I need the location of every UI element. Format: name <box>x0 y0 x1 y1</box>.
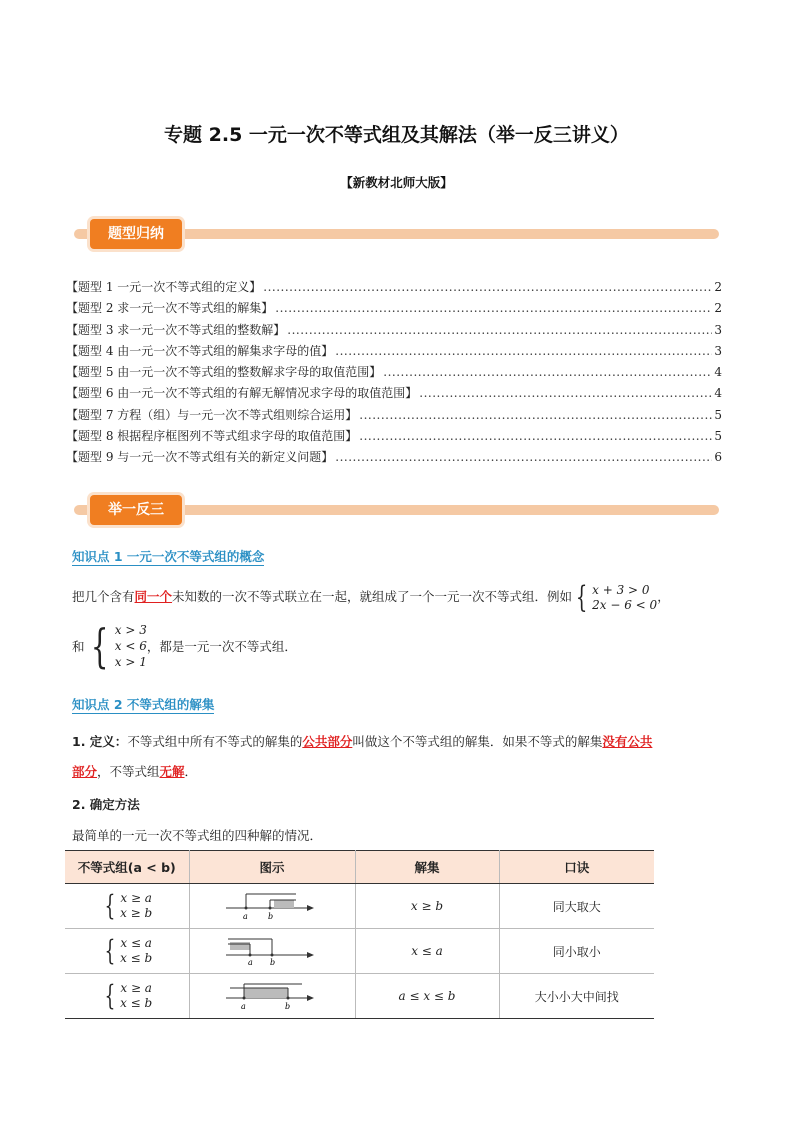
column-header: 解集 <box>355 851 499 884</box>
solution-cell: a ≤ x ≤ b <box>355 974 499 1019</box>
column-header: 不等式组(a < b) <box>65 851 189 884</box>
kp1-paragraph-1: 把几个含有同一个未知数的一次不等式联立在一起，就组成了一个一元一次不等式组．例如 { x + 3 > 0 2x − 6 < 0 ， <box>72 579 670 615</box>
rhyme-cell: 同大取大 <box>499 884 654 929</box>
number-line-diagram <box>189 884 355 929</box>
number-line-graph <box>222 888 322 922</box>
inequality-system-cell: { x ≥ a x ≥ b <box>65 884 189 929</box>
svg-text:b: b <box>268 911 274 921</box>
rhyme-cell: 大小小大中间找 <box>499 974 654 1019</box>
section-banner-examples: 举一反三 <box>90 495 182 525</box>
table-row <box>65 974 654 1019</box>
toc-item[interactable]: 【题型 1 一元一次不等式组的定义】 ..... 2 <box>66 277 722 298</box>
knowledge-point-2-heading: 知识点 2 不等式组的解集 <box>72 697 215 712</box>
page-title: 专题 2.5 一元一次不等式组及其解法（举一反三讲义） <box>164 124 629 146</box>
solution-cases-table <box>65 850 654 1019</box>
example-system-2: { x > 3 x < 6 x > 1 <box>90 619 147 673</box>
toc-item[interactable]: 【题型 2 求一元一次不等式组的解集】 ..... 2 <box>66 298 722 319</box>
table-row <box>65 929 654 974</box>
number-line-graph <box>222 933 322 967</box>
inequality-system-cell: { x ≥ a x ≤ b <box>65 974 189 1019</box>
inequality-system-cell: { x ≤ a x ≤ b <box>65 929 189 974</box>
kp2-definition: 1. 定义：不等式组中所有不等式的解集的公共部分叫做这个不等式组的解集．如果不等式的解集没有公共 部分，不等式组无解． <box>72 734 653 779</box>
svg-text:a: a <box>241 1001 246 1011</box>
svg-text:a: a <box>243 911 248 921</box>
toc-item[interactable]: 【题型 8 根据程序框图列不等式组求字母的取值范围】 ..... 5 <box>66 426 722 447</box>
number-line-diagram <box>189 929 355 974</box>
toc-item[interactable]: 【题型 7 方程（组）与一元一次不等式组则综合运用】 ..... 5 <box>66 405 722 426</box>
method-intro: 最简单的一元一次不等式组的四种解的情况． <box>72 828 323 843</box>
kp1-paragraph-2: 和 { x > 3 x < 6 x > 1 ，都是一元一次不等式组． <box>72 619 297 673</box>
svg-text:a: a <box>248 957 253 967</box>
column-header: 图示 <box>189 851 355 884</box>
solution-cell: x ≥ b <box>355 884 499 929</box>
toc-item[interactable]: 【题型 4 由一元一次不等式组的解集求字母的值】 ..... 3 <box>66 341 722 362</box>
number-line-diagram <box>189 974 355 1019</box>
section-banner-question-types: 题型归纳 <box>90 219 182 249</box>
table-header-row <box>65 851 654 884</box>
example-system-1: { x + 3 > 0 2x − 6 < 0 <box>575 579 658 615</box>
edition-subtitle: 【新教材北师大版】 <box>340 175 453 190</box>
toc-item[interactable]: 【题型 5 由一元一次不等式组的整数解求字母的取值范围】 ..... 4 <box>66 362 722 383</box>
method-heading: 2. 确定方法 <box>72 797 140 812</box>
table-of-contents <box>66 277 722 469</box>
table-row <box>65 884 654 929</box>
knowledge-point-1-heading: 知识点 1 一元一次不等式组的概念 <box>72 549 265 564</box>
svg-text:b: b <box>270 957 276 967</box>
rhyme-cell: 同小取小 <box>499 929 654 974</box>
toc-item[interactable]: 【题型 3 求一元一次不等式组的整数解】 ..... 3 <box>66 320 722 341</box>
column-header: 口诀 <box>499 851 654 884</box>
solution-cell: x ≤ a <box>355 929 499 974</box>
toc-item[interactable]: 【题型 6 由一元一次不等式组的有解无解情况求字母的取值范围】 ..... 4 <box>66 383 722 404</box>
number-line-graph <box>222 978 322 1012</box>
toc-item[interactable]: 【题型 9 与一元一次不等式组有关的新定义问题】 ..... 6 <box>66 447 722 468</box>
svg-text:b: b <box>285 1001 291 1011</box>
